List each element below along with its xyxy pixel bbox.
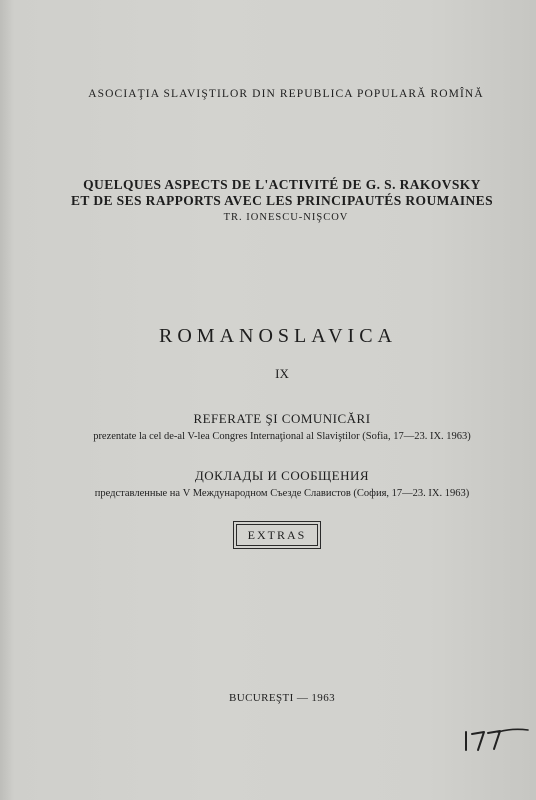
extras-box xyxy=(233,521,321,549)
handwritten-mark xyxy=(462,726,532,754)
association-name: ASOCIAŢIA SLAVIŞTILOR DIN REPUBLICA POPULARĂ ROMÎNĂ xyxy=(88,88,484,100)
referate-title: REFERATE ŞI COMUNICĂRI xyxy=(193,411,371,426)
author-name: TR. IONESCU-NIŞCOV xyxy=(223,212,349,223)
referate-subtitle: prezentate la cel de-al V-lea Congres Internaţional al Slaviştilor (Sofia, 17—23. IX. 1963) xyxy=(93,431,471,442)
place-and-date: BUCUREŞTI — 1963 xyxy=(228,692,336,704)
article-title-line-2: ET DE SES RAPPORTS AVEC LES PRINCIPAUTÉS ROUMAINES xyxy=(71,193,493,208)
series-title: ROMANOSLAVICA xyxy=(159,325,397,347)
extras-label: EXTRAS xyxy=(236,524,318,546)
volume-number: IX xyxy=(275,366,289,381)
handwritten-mark-drawing xyxy=(462,726,532,754)
article-title-line-1: QUELQUES ASPECTS DE L'ACTIVITÉ DE G. S. RAKOVSKY xyxy=(83,177,481,192)
doklady-subtitle: представленные на V Международном Съезде Славистов (София, 17—23. IX. 1963) xyxy=(94,488,470,499)
doklady-title: ДОКЛАДЫ И СООБЩЕНИЯ xyxy=(194,468,370,483)
